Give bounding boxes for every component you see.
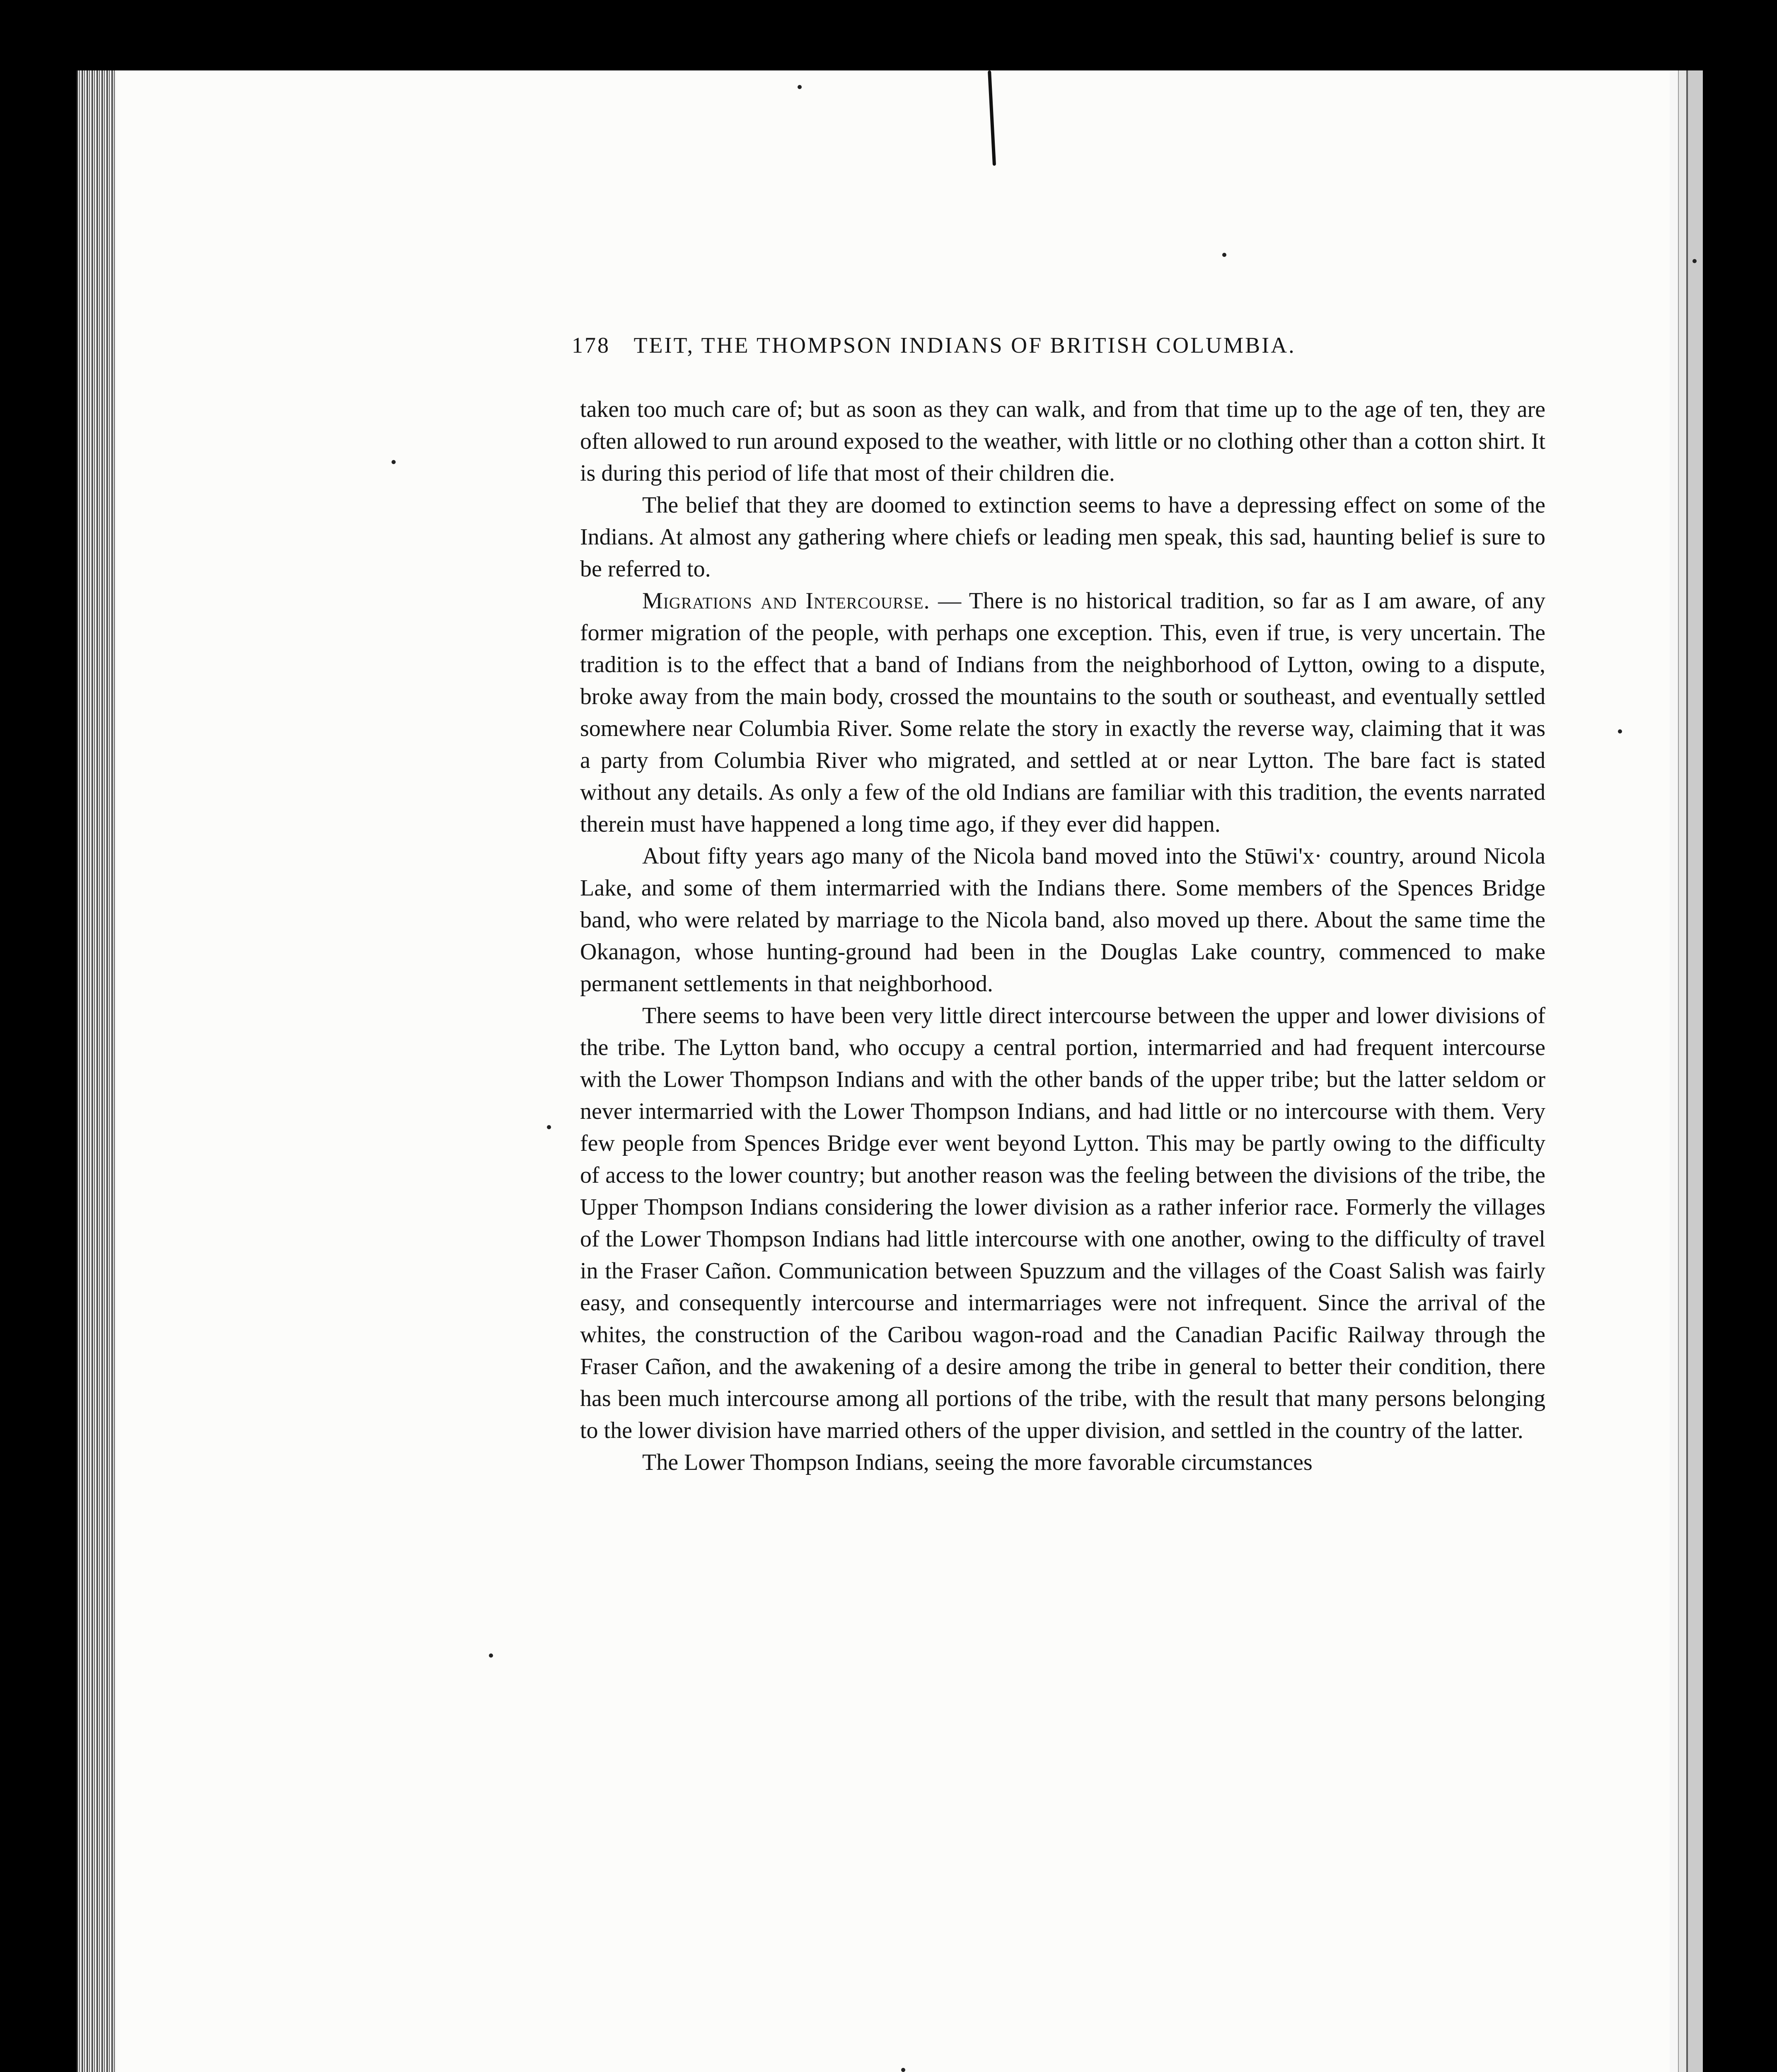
scan-speck bbox=[798, 85, 802, 89]
page-fore-edge bbox=[1670, 70, 1703, 2072]
scan-speck bbox=[901, 2068, 905, 2072]
paragraph: About fifty years ago many of the Nicola band moved into the Stūwi'x· country, around Nicola Lake, and some of them intermarried with the Indians there. Some members of the Spences Bridge band, who were related by marriage to the Nicola band, also moved up there. About the same time the Okanagon, whose hunting-ground had been in the Douglas Lake country, commenced to make permanent settlements in that neighborhood. bbox=[580, 843, 1545, 997]
body-text bbox=[580, 394, 1545, 1479]
paragraph: There seems to have been very little direct intercourse between the upper and lower divisions of the tribe. The Lytton band, who occupy a central portion, intermarried and had frequent intercourse with the Lower Thompson Indians and with the other bands of the upper tribe; but the latter seldom or never intermarried with the Lower Thompson Indians, and had little or no intercourse with them. Very few people from Spences Bridge ever went beyond Lytton. This may be partly owing to the difficulty of access to the lower country; but another reason was the feeling between the divisions of the tribe, the Upper Thompson Indians considering the lower division as a rather inferior race. Formerly the villages of the Lower Thompson Indians had little intercourse with one another, owing to the difficulty of travel in the Fraser Cañon. Communication between Spuzzum and the villages of the Coast Salish was fairly easy, and consequently intercourse and intermarriages were not infrequent. Since the arrival of the whites, the construction of the Caribou wagon-road and the Canadian Pacific Railway through the Fraser Cañon, and the awakening of a desire among the tribe in general to better their condition, there has been much intercourse among all portions of the tribe, with the result that many persons belonging to the lower division have married others of the upper division, and settled in the country of the latter. bbox=[580, 1003, 1545, 1443]
scan-speck bbox=[1618, 729, 1622, 733]
scan-speck bbox=[1222, 253, 1226, 257]
scan-speck bbox=[1692, 259, 1697, 263]
section-title: Migrations and Intercourse. bbox=[642, 588, 930, 614]
scan-speck bbox=[547, 1125, 551, 1129]
paragraph bbox=[580, 585, 1545, 840]
binding-edge bbox=[77, 70, 116, 2072]
paragraph: The Lower Thompson Indians, seeing the more favorable circumstances bbox=[642, 1450, 1313, 1475]
page-number: 178 bbox=[572, 333, 610, 358]
paragraph: taken too much care of; but as soon as they can walk, and from that time up to the age of ten, they are often allowed to run around exposed to the weather, with little or no clothing other than a cotton shirt. It is during this period of life that most of their children die. bbox=[580, 397, 1545, 486]
running-header bbox=[572, 332, 1550, 358]
scan-speck bbox=[489, 1653, 493, 1658]
paragraph-text: — There is no historical tradition, so far as I am aware, of any former migration of the people, with perhaps one exception. This, even if true, is very uncertain. The tradition is to the effect that a band of Indians from the neighborhood of Lytton, owing to a dispute, broke away from the main body, crossed the mountains to the south or southeast, and eventually settled somewhere near Columbia River. Some relate the story in exactly the reverse way, claiming that it was a party from Columbia River who migrated, and settled at or near Lytton. The bare fact is stated without any details. As only a few of the old Indians are familiar with this tradition, the events narrated therein must have happened a long time ago, if they ever did happen. bbox=[580, 588, 1545, 837]
paragraph: The belief that they are doomed to extinction seems to have a depressing effect on some of the Indians. At almost any gathering where chiefs or leading men speak, this sad, haunting belief is sure to be referred to. bbox=[580, 492, 1545, 582]
scan-speck bbox=[392, 460, 396, 464]
running-title: TEIT, THE THOMPSON INDIANS OF BRITISH COLUMBIA. bbox=[633, 333, 1296, 358]
